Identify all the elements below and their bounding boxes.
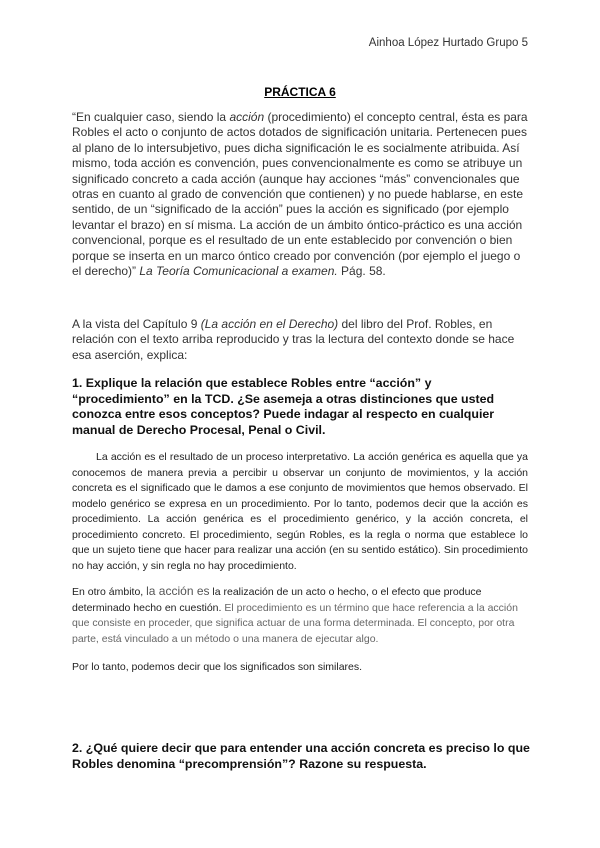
intro-text-2: del libro del Prof. Robles, en relación con el texto arriba reproducido y tras la lectura del contexto donde se hace esa aserción, explica: xyxy=(72,317,515,362)
quote-paragraph xyxy=(72,110,528,279)
answer-2-text-mid: la realización de un acto o hecho, o el efecto que produce determinado hecho en cuestión. xyxy=(72,586,482,614)
header-author: Ainhoa López Hurtado Grupo 5 xyxy=(368,37,528,49)
quote-book-title: La Teoría Comunicacional a examen. xyxy=(139,264,338,279)
answer-1-paragraph-1: La acción es el resultado de un proceso interpretativo. La acción genérica es aquella que ya conocemos de manera previa a percibir u observar un conjunto de movimientos, y la acción concreta es el significado que le damos a ese conjunto de movimientos que hemos observado. El modelo genérico se expresa en un procedimiento. Por lo tanto, podemos decir que la acción es procedimiento. La acción genérica es el procedimiento genérico, y la acción concreta, el procedimiento concreto. El procedimiento, según Robles, es la regla o norma que establece lo que un sujeto tiene que hacer para realizar una acción (en su sentido estático). Sin procedimiento no hay acción, y sin regla no hay procedimiento. xyxy=(72,451,528,572)
answer-2-text-gray: El procedimiento es un término que hace referencia a la acción que consiste en proceder, que significa actuar de una forma determinada. El concepto, por otra parte, está vinculado a un método o una manera de ejecutar algo. xyxy=(72,601,518,645)
quote-text-2: (procedimiento) el concepto central, ésta es para Robles el acto o conjunto de actos dotados de significación unitaria. Pertenecen pues al plano de lo intersubjetivo, pues dicha significación le es socialmente atribuida. Así mismo, toda acción es convención, pues convencionalmente es como se atribuye un significado concreto a cada acción (aunque hay acciones “más” convencionales que otras en cuanto al grado de convención que contienen) y no puede hablarse, en este sentido, de un “significado de la acción” pues la acción es significado (por ejemplo levantar el brazo) en sí misma. La acción de un ámbito óntico-práctico es una acción convencional, porque es el resultado de un ente establecido por convención o bien porque se inserta en un marco óntico creado por convención (por ejemplo el juego o el derecho)” xyxy=(72,110,528,279)
page-title: PRÁCTICA 6 xyxy=(264,85,336,99)
quote-page-ref: Pág. 58. xyxy=(337,264,386,279)
answer-2-emphasis: la acción es xyxy=(146,584,210,598)
question-2: 2. ¿Qué quiere decir que para entender una acción concreta es preciso lo que Robles denomina “precomprensión”? Razone su respuesta. xyxy=(72,741,530,771)
question-1: 1. Explique la relación que establece Robles entre “acción” y “procedimiento” en la TCD. ¿Se asemeja a otras distinciones que usted conozca entre esos conceptos? Puede indagar al respecto en cualquier manual de Derecho Procesal, Penal o Civil. xyxy=(72,376,495,437)
quote-emphasis-accion: acción xyxy=(229,110,265,124)
answer-1-paragraph-2 xyxy=(72,584,528,647)
quote-text-1: “En cualquier caso, siendo la xyxy=(72,110,230,124)
answer-2-text-start: En otro ámbito, xyxy=(72,586,147,598)
intro-text-1: A la vista del Capítulo 9 xyxy=(72,317,201,331)
intro-chapter-title: (La acción en el Derecho) xyxy=(200,317,339,331)
answer-1-paragraph-3: Por lo tanto, podemos decir que los significados son similares. xyxy=(72,661,363,673)
intro-paragraph xyxy=(72,317,528,363)
